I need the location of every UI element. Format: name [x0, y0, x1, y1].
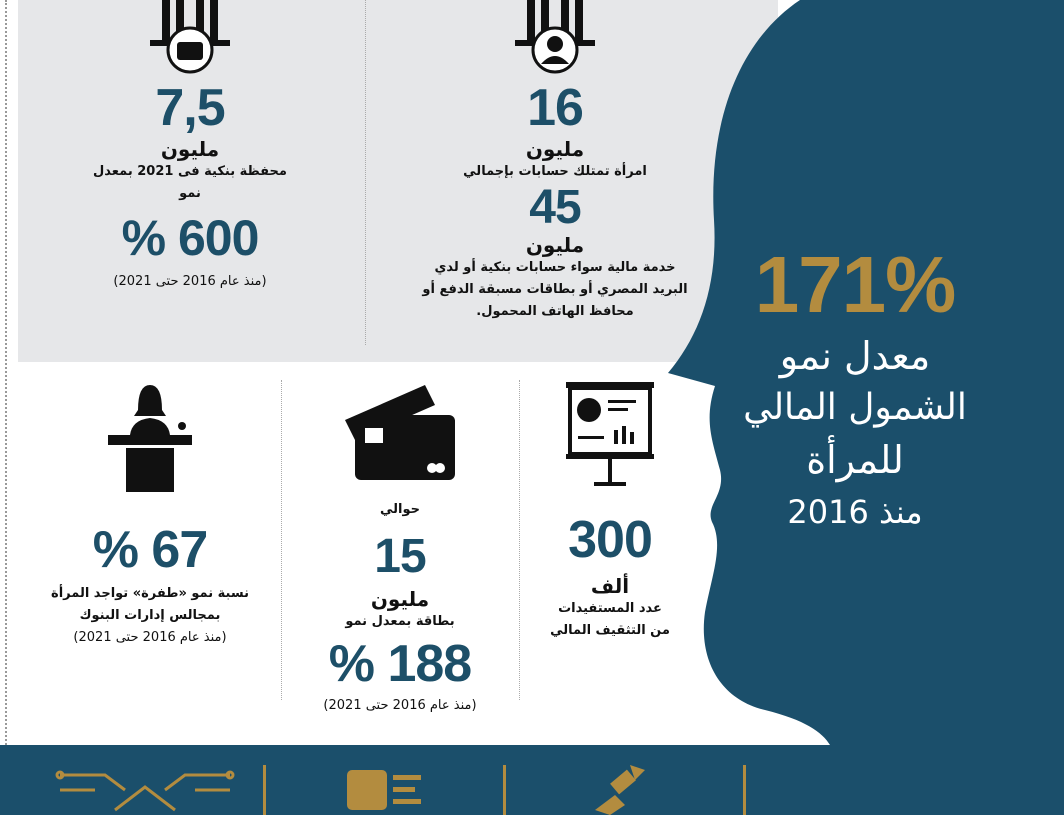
stat-education	[535, 380, 685, 642]
stat-accounts	[400, 0, 710, 323]
stat-value: % 67	[92, 521, 208, 579]
stat-cards	[290, 380, 510, 717]
divider	[263, 765, 266, 815]
stat-text: نسبة نمو «طفرة» تواجد المرأة	[51, 586, 249, 601]
divider	[743, 765, 746, 815]
stat-text: البريد المصري أو بطاقات مسبقة الدفع أو	[422, 282, 688, 297]
presentation-board-icon	[564, 380, 656, 490]
stat-unit: ألف	[590, 574, 630, 598]
stat-unit: مليون	[160, 137, 220, 161]
bank-woman-icon	[505, 0, 605, 75]
digital-handshake-icon	[55, 765, 235, 815]
stat-prefix: حوالي	[379, 502, 420, 517]
stat-growth: % 188	[328, 635, 472, 693]
woman-podium-icon	[100, 380, 200, 495]
credit-cards-icon	[340, 380, 460, 485]
stat-text: بمجالس إدارات البنوك	[79, 608, 221, 623]
stat-text: بطاقة بمعدل نمو	[345, 614, 455, 629]
headline-value: 171%	[754, 240, 956, 329]
stat-boards	[30, 380, 270, 649]
stat-text: امرأة تمتلك حسابات بإجمالي	[463, 164, 647, 179]
stat-unit: مليون	[370, 587, 430, 611]
divider	[503, 765, 506, 815]
stat-text: عدد المستفيدات	[558, 601, 662, 616]
stat-note: (منذ عام 2016 حتى 2021)	[73, 630, 227, 645]
stat-text: من التثقيف المالي	[550, 623, 670, 638]
headline-line: للمرأة	[806, 438, 904, 482]
stat-unit: مليون	[525, 137, 585, 161]
stat-growth: % 600	[121, 210, 259, 266]
stat-value: 7,5	[155, 79, 225, 137]
stat-text: محفظة بنكية فى 2021 بمعدل	[93, 164, 287, 179]
stat-text: نمو	[179, 186, 201, 201]
headline-line: الشمول المالي	[743, 387, 967, 428]
stat-note: (منذ عام 2016 حتى 2021)	[113, 274, 267, 289]
stat-value: 16	[527, 79, 583, 137]
stat-unit: مليون	[525, 233, 585, 257]
stat-value: 45	[529, 181, 581, 234]
headline-line: معدل نمو	[779, 334, 931, 378]
stat-value: 15	[374, 530, 426, 583]
bank-wallet-icon	[140, 0, 240, 75]
headline-line: منذ 2016	[787, 493, 923, 531]
stat-text: خدمة مالية سواء حسابات بنكية أو لدي	[434, 260, 676, 275]
hand-money-icon	[590, 760, 650, 815]
stat-wallets	[60, 0, 320, 293]
stat-text: محافظ الهاتف المحمول.	[476, 304, 634, 319]
stat-value: 300	[568, 511, 652, 569]
stat-note: (منذ عام 2016 حتى 2021)	[323, 698, 477, 713]
card-payment-icon	[345, 765, 425, 815]
